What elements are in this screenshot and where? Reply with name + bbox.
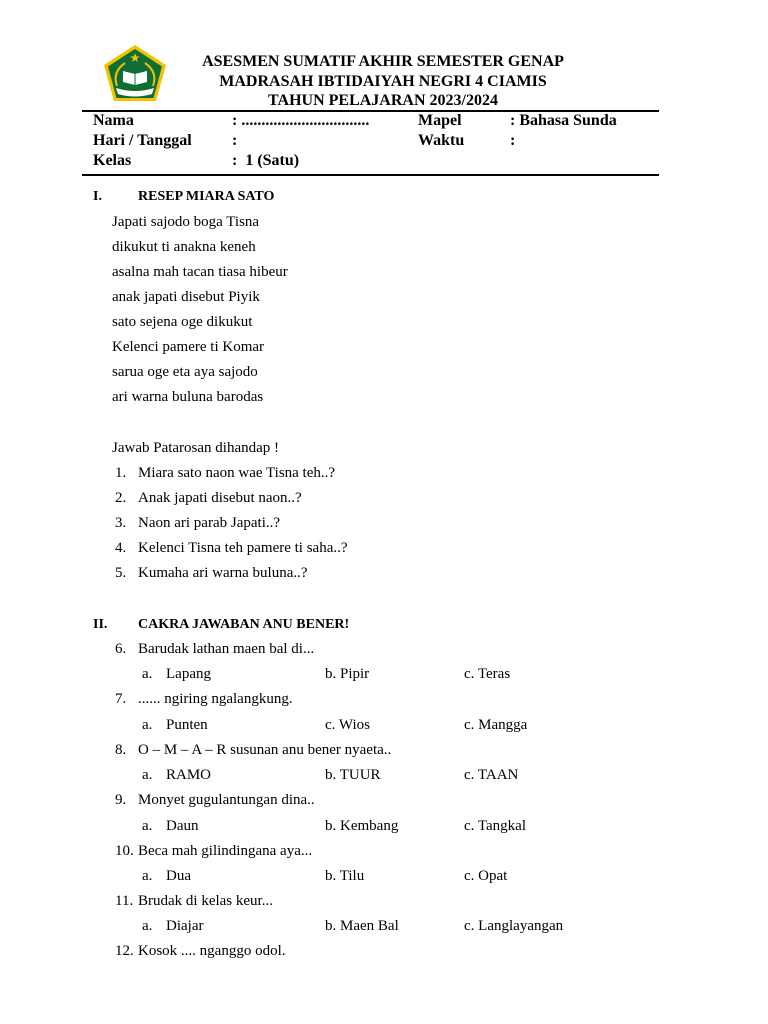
hari-tanggal-label: Hari / Tanggal [93, 132, 192, 149]
option-b [325, 715, 370, 735]
question-number: 9. [115, 792, 127, 808]
option-c [464, 816, 526, 836]
option-a-text: RAMO [166, 767, 212, 783]
option-letter: c. [464, 717, 475, 733]
mapel-value: : Bahasa Sunda [510, 112, 617, 129]
option-text: TUUR [339, 767, 381, 783]
option-c [464, 664, 510, 684]
option-c [464, 866, 507, 886]
option-a-text: Dua [166, 868, 191, 884]
question-number: 11. [115, 893, 134, 909]
option-letter: b. [325, 818, 337, 834]
option-b [325, 866, 364, 886]
poem-line: Kelenci pamere ti Komar [112, 339, 265, 355]
option-text: Tilu [339, 868, 365, 884]
poem-line: sato sejena oge dikukut [112, 314, 253, 330]
option-letter: c. [325, 717, 336, 733]
header-bottom-rule [82, 174, 659, 176]
question-number: 4. [115, 540, 127, 556]
option-letter: c. [464, 666, 475, 682]
question-text: Miara sato naon wae Tisna teh..? [138, 465, 336, 481]
nama-value: : ................................ [232, 112, 370, 129]
option-c [464, 916, 563, 936]
option-letter: b. [325, 666, 337, 682]
waktu-label: Waktu [418, 132, 465, 149]
poem-line: dikukut ti anakna keneh [112, 239, 256, 255]
question-number: 8. [115, 742, 127, 758]
option-text: Teras [477, 666, 511, 682]
poem-line: asalna mah tacan tiasa hibeur [112, 264, 288, 280]
option-letter: c. [464, 767, 475, 783]
question-number: 2. [115, 490, 127, 506]
question-number: 6. [115, 641, 127, 657]
option-text: Opat [478, 868, 508, 884]
option-a-text: Daun [166, 818, 199, 834]
option-b [325, 916, 399, 936]
question-number: 12. [115, 943, 134, 959]
question-text: Naon ari parab Japati..? [138, 515, 281, 531]
option-b [325, 816, 398, 836]
question-text: Barudak lathan maen bal di... [138, 641, 315, 657]
option-a-letter: a. [142, 767, 153, 783]
poem-line: Japati sajodo boga Tisna [112, 214, 260, 230]
option-a-letter: a. [142, 818, 153, 834]
question-text: Beca mah gilindingana aya... [138, 843, 313, 859]
nama-label: Nama [93, 112, 134, 129]
question-number: 7. [115, 691, 127, 707]
option-a-letter: a. [142, 918, 153, 934]
option-letter: c. [464, 868, 475, 884]
section-2-title: CAKRA JAWABAN ANU BENER! [138, 617, 350, 632]
question-number: 5. [115, 565, 127, 581]
option-text: Maen Bal [340, 918, 399, 934]
section-1-number: I. [93, 189, 102, 204]
option-letter: c. [464, 818, 475, 834]
kelas-value: : 1 (Satu) [232, 152, 300, 169]
option-a-text: Lapang [166, 666, 211, 682]
section-2-number: II. [93, 617, 108, 632]
option-b [325, 664, 369, 684]
waktu-value: : [510, 132, 516, 149]
hari-tanggal-value: : [232, 132, 238, 149]
question-text: Monyet gugulantungan dina.. [138, 792, 315, 808]
option-a-letter: a. [142, 717, 153, 733]
option-a-text: Punten [166, 717, 208, 733]
option-text: Kembang [340, 818, 399, 834]
question-text: Kelenci Tisna teh pamere ti saha..? [138, 540, 348, 556]
option-c [464, 715, 527, 735]
academic-year: TAHUN PELAJARAN 2023/2024 [268, 92, 498, 109]
option-b [325, 765, 381, 785]
section-1-title: RESEP MIARA SATO [138, 189, 275, 204]
option-letter: b. [325, 868, 337, 884]
option-text: Wios [338, 717, 370, 733]
poem-line: sarua oge eta aya sajodo [112, 364, 258, 380]
question-number: 3. [115, 515, 127, 531]
option-text: Langlayangan [478, 918, 564, 934]
question-text: Kosok .... nganggo odol. [138, 943, 286, 959]
option-c [464, 765, 518, 785]
option-text: TAAN [477, 767, 519, 783]
option-letter: b. [325, 918, 337, 934]
option-a-letter: a. [142, 666, 153, 682]
question-text: O – M – A – R susunan anu bener nyaeta.. [138, 742, 392, 758]
school-name: MADRASAH IBTIDAIYAH NEGRI 4 CIAMIS [219, 73, 547, 90]
option-a-letter: a. [142, 868, 153, 884]
option-text: Tangkal [477, 818, 527, 834]
mapel-label: Mapel [418, 112, 462, 129]
option-text: Mangga [478, 717, 528, 733]
option-letter: c. [464, 918, 475, 934]
question-number: 1. [115, 465, 127, 481]
question-text: Brudak di kelas keur... [138, 893, 273, 909]
kelas-label: Kelas [93, 152, 132, 169]
option-a-text: Diajar [166, 918, 204, 934]
question-text: Kumaha ari warna buluna..? [138, 565, 308, 581]
poem-line: anak japati disebut Piyik [112, 289, 260, 305]
exam-title: ASESMEN SUMATIF AKHIR SEMESTER GENAP [202, 53, 564, 70]
option-letter: b. [325, 767, 337, 783]
question-text: ...... ngiring ngalangkung. [138, 691, 293, 707]
question-text: Anak japati disebut naon..? [138, 490, 302, 506]
option-text: Pipir [340, 666, 370, 682]
question-number: 10. [115, 843, 134, 859]
poem-line: ari warna buluna barodas [112, 389, 264, 405]
section-1-instruction: Jawab Patarosan dihandap ! [112, 440, 280, 456]
